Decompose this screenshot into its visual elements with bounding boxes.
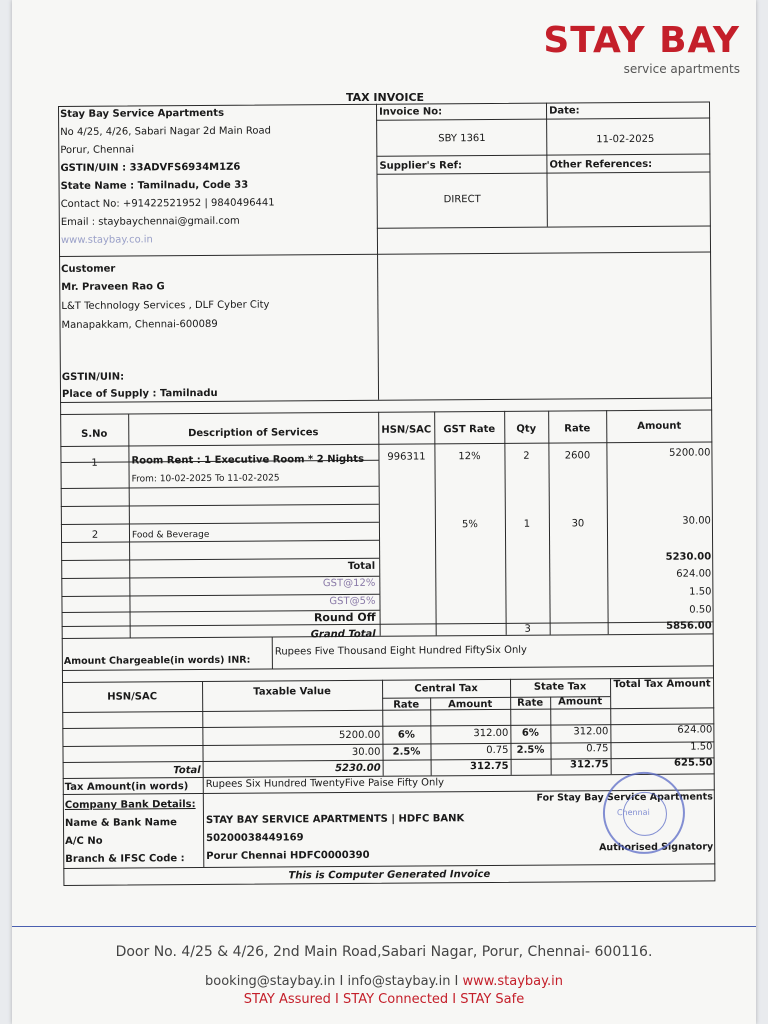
authorised-signatory: Authorised Signatory	[599, 841, 714, 854]
item-1-gst: 12%	[458, 451, 481, 463]
tax-total-label: Total	[173, 765, 201, 777]
footer-emails: booking@staybay.in I info@staybay.in I	[205, 974, 459, 989]
supplier-contact: Contact No: +91422521952 | 9840496441	[60, 197, 275, 210]
item-1-sno: 1	[91, 457, 98, 469]
total-label: Total	[347, 560, 376, 572]
tax-row-1-s-rate: 6%	[521, 727, 539, 739]
col-qty: Qty	[516, 423, 537, 435]
supplier-email: Email : staybaychennai@gmail.com	[60, 215, 240, 228]
tax-col-state-rate: Rate	[517, 697, 544, 709]
tax-row-2-c-amt: 0.75	[486, 744, 509, 757]
bank-name-value: STAY BAY SERVICE APARTMENTS | HDFC BANK	[205, 813, 465, 826]
customer-name: Mr. Praveen Rao G	[61, 281, 165, 293]
tax-row-1-c-rate: 6%	[397, 729, 415, 741]
item-1-description: Room Rent : 1 Executive Room * 2 Nights	[131, 453, 365, 467]
customer-company: L&T Technology Services , DLF Cyber City	[61, 299, 270, 312]
grand-total-value: 5856.00	[666, 620, 712, 632]
tax-col-taxable: Taxable Value	[253, 686, 331, 698]
item-1-hsn: 996311	[387, 451, 426, 463]
brand-name: STAY BAY	[543, 20, 740, 61]
date-value: 11-02-2025	[596, 133, 655, 146]
item-2-amount: 30.00	[682, 515, 711, 527]
company-seal	[603, 772, 686, 855]
supplier-name: Stay Bay Service Apartments	[60, 107, 225, 120]
item-2-sno: 2	[91, 529, 99, 541]
account-no-label: A/C No	[65, 835, 103, 847]
invoice-no-label: Invoice No:	[379, 106, 443, 118]
branch-ifsc-value: Porur Chennai HDFC0000390	[206, 849, 370, 862]
computer-generated-note: This is Computer Generated Invoice	[288, 869, 491, 882]
amount-words-value: Rupees Five Thousand Eight Hundred FiftySix Only	[274, 644, 528, 658]
item-1-amount: 5200.00	[669, 447, 711, 459]
customer-label: Customer	[61, 263, 116, 275]
round-off-value: 0.50	[689, 604, 712, 616]
col-sno: S.No	[81, 428, 108, 440]
total-value: 5230.00	[665, 551, 712, 563]
other-references-label: Other References:	[549, 158, 653, 171]
item-2-gst: 5%	[461, 519, 478, 531]
tax-row-2-taxable: 30.00	[351, 746, 381, 758]
col-description: Description of Services	[188, 427, 319, 440]
col-hsn: HSN/SAC	[381, 424, 432, 436]
footer-contact	[12, 974, 756, 989]
footer-website-link[interactable]: www.staybay.in	[462, 974, 563, 989]
seal-text: Chennai	[616, 807, 650, 818]
supplier-address-1: No 4/25, 4/26, Sabari Nagar 2d Main Road	[60, 125, 272, 138]
brand-logo	[516, 22, 740, 76]
tax-col-central: Central Tax	[414, 683, 478, 695]
invoice-form	[58, 101, 715, 886]
item-1-period: From: 10-02-2025 To 11-02-2025	[131, 473, 280, 485]
tax-col-total: Total Tax Amount	[613, 678, 711, 691]
grand-total-qty: 3	[524, 623, 531, 635]
supplier-ref-label: Supplier's Ref:	[379, 160, 463, 172]
tax-row-1-s-amt: 312.00	[573, 726, 609, 738]
item-2-rate: 30	[571, 518, 585, 530]
bank-heading: Company Bank Details:	[64, 799, 196, 811]
tax-total-s-amt: 312.75	[569, 759, 609, 771]
col-gst-rate: GST Rate	[443, 423, 496, 436]
item-1-rate: 2600	[564, 450, 591, 462]
supplier-gstin: GSTIN/UIN : 33ADVFS6934M1Z6	[60, 161, 241, 174]
tax-total-total: 625.50	[673, 757, 713, 769]
tax-row-2-s-amt: 0.75	[586, 743, 609, 755]
tax-col-central-amount: Amount	[448, 698, 493, 711]
tax-col-state: State Tax	[533, 681, 587, 693]
footer-address: Door No. 4/25 & 4/26, 2nd Main Road,Sabari Nagar, Porur, Chennai- 600116.	[115, 944, 653, 960]
place-of-supply: Place of Supply : Tamilnadu	[61, 387, 218, 400]
footer-slogan: STAY Assured I STAY Connected I STAY Safe	[243, 992, 525, 1007]
gst12-value: 624.00	[676, 568, 712, 580]
supplier-state: State Name : Tamilnadu, Code 33	[60, 179, 249, 192]
col-rate: Rate	[564, 423, 591, 435]
round-off-label: Round Off	[313, 610, 376, 625]
supplier-website-link[interactable]: www.staybay.co.in	[60, 234, 153, 246]
grand-total-label: Grand Total	[310, 628, 376, 641]
supplier-ref-value: DIRECT	[443, 194, 481, 206]
gst5-value: 1.50	[689, 586, 712, 598]
tax-col-state-amount: Amount	[558, 696, 603, 708]
tax-total-taxable: 5230.00	[335, 762, 381, 775]
tax-row-2-total: 1.50	[690, 741, 713, 753]
tax-row-1-c-amt: 312.00	[473, 727, 509, 740]
gst5-label: GST@5%	[329, 595, 376, 608]
invoice-no-value: SBY 1361	[438, 133, 486, 145]
tax-col-central-rate: Rate	[393, 699, 420, 711]
tax-total-c-amt: 312.75	[469, 760, 509, 773]
supplier-address-2: Porur, Chennai	[60, 144, 135, 156]
item-2-description: Food & Beverage	[131, 529, 210, 541]
brand-tagline: service apartments	[623, 62, 740, 76]
date-label: Date:	[549, 105, 580, 117]
footer-divider	[12, 926, 756, 927]
amount-words-label: Amount Chargeable(in words) INR:	[63, 654, 251, 667]
tax-row-2-c-rate: 2.5%	[392, 746, 421, 758]
document-title: TAX INVOICE	[345, 91, 425, 104]
tax-words-value: Rupees Six Hundred TwentyFive Paise Fifty Only	[205, 777, 445, 790]
tax-col-hsn: HSN/SAC	[107, 691, 158, 703]
tax-words-label: Tax Amount(in words)	[64, 781, 189, 793]
bank-name-label: Name & Bank Name	[64, 817, 177, 829]
signature-for: For Stay Bay Service Apartments	[536, 791, 713, 804]
customer-address: Manapakkam, Chennai-600089	[61, 318, 218, 331]
tax-row-1-taxable: 5200.00	[339, 729, 381, 742]
tax-row-2-s-rate: 2.5%	[516, 744, 545, 756]
item-2-qty: 1	[523, 518, 531, 530]
col-amount: Amount	[637, 420, 682, 432]
customer-gstin: GSTIN/UIN:	[61, 371, 125, 383]
tax-row-1-total: 624.00	[677, 724, 713, 736]
account-no-value: 50200038449169	[206, 832, 304, 844]
branch-ifsc-label: Branch & IFSC Code :	[65, 853, 185, 865]
gst12-label: GST@12%	[322, 577, 376, 590]
item-1-qty: 2	[523, 450, 530, 462]
